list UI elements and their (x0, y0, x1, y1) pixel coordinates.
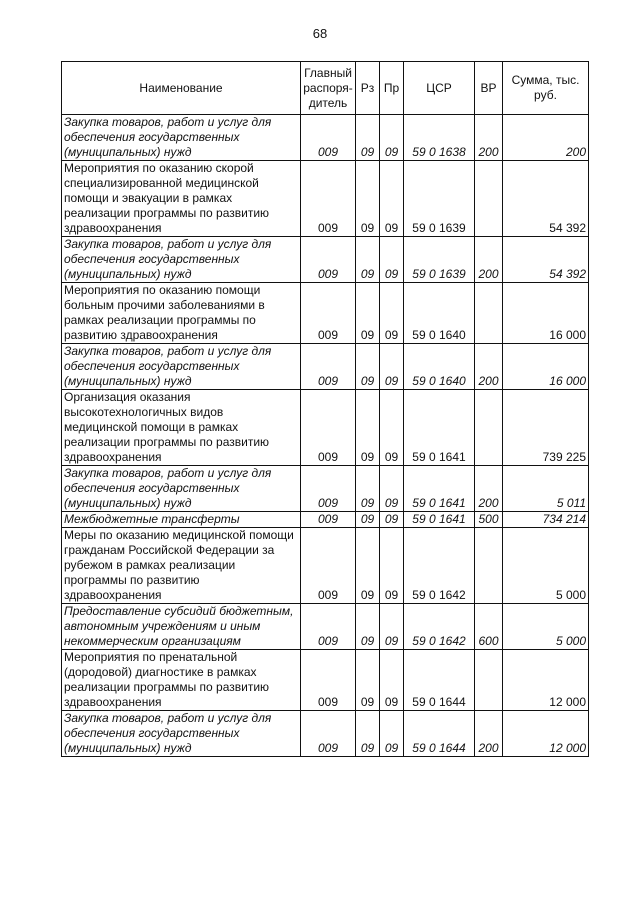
row-chief: 009 (301, 528, 356, 604)
row-sum: 5 000 (503, 528, 589, 604)
table-row (62, 650, 589, 711)
row-csr: 59 0 1644 (404, 711, 475, 757)
row-rz: 09 (356, 344, 380, 390)
row-pr: 09 (380, 512, 404, 528)
row-pr: 09 (380, 604, 404, 650)
row-chief: 009 (301, 466, 356, 512)
row-sum: 54 392 (503, 237, 589, 283)
row-csr: 59 0 1639 (404, 237, 475, 283)
row-name: Закупка товаров, работ и услуг для обеспечения государственных (муниципальных) нужд (62, 237, 301, 283)
row-chief: 009 (301, 161, 356, 237)
row-rz: 09 (356, 466, 380, 512)
row-vr: 200 (475, 711, 503, 757)
row-name: Мероприятия по оказанию помощи больным прочими заболеваниями в рамках реализации программы по развитию здравоохранения (62, 283, 301, 344)
header-name: Наименование (62, 62, 301, 115)
row-pr: 09 (380, 237, 404, 283)
row-chief: 009 (301, 237, 356, 283)
table-row (62, 466, 589, 512)
row-sum: 200 (503, 115, 589, 161)
row-pr: 09 (380, 344, 404, 390)
row-rz: 09 (356, 512, 380, 528)
row-pr: 09 (380, 650, 404, 711)
header-vr: ВР (475, 62, 503, 115)
row-sum: 12 000 (503, 650, 589, 711)
row-sum: 16 000 (503, 283, 589, 344)
header-pr: Пр (380, 62, 404, 115)
row-chief: 009 (301, 390, 356, 466)
row-name: Закупка товаров, работ и услуг для обеспечения государственных (муниципальных) нужд (62, 115, 301, 161)
row-pr: 09 (380, 283, 404, 344)
row-csr: 59 0 1642 (404, 604, 475, 650)
row-chief: 009 (301, 344, 356, 390)
table-row (62, 344, 589, 390)
row-sum: 739 225 (503, 390, 589, 466)
row-pr: 09 (380, 161, 404, 237)
row-name: Закупка товаров, работ и услуг для обеспечения государственных (муниципальных) нужд (62, 711, 301, 757)
row-name: Межбюджетные трансферты (62, 512, 301, 528)
table-row (62, 390, 589, 466)
row-sum: 16 000 (503, 344, 589, 390)
row-chief: 009 (301, 512, 356, 528)
table-row (62, 237, 589, 283)
row-vr (475, 390, 503, 466)
table-row (62, 528, 589, 604)
row-chief: 009 (301, 650, 356, 711)
row-rz: 09 (356, 528, 380, 604)
row-sum: 5 000 (503, 604, 589, 650)
row-rz: 09 (356, 237, 380, 283)
row-csr: 59 0 1642 (404, 528, 475, 604)
row-csr: 59 0 1641 (404, 466, 475, 512)
row-sum: 734 214 (503, 512, 589, 528)
header-csr: ЦСР (404, 62, 475, 115)
row-vr (475, 161, 503, 237)
table-row (62, 512, 589, 528)
row-rz: 09 (356, 711, 380, 757)
row-chief: 009 (301, 711, 356, 757)
row-rz: 09 (356, 115, 380, 161)
table-row (62, 604, 589, 650)
row-chief: 009 (301, 115, 356, 161)
row-pr: 09 (380, 115, 404, 161)
row-name: Мероприятия по оказанию скорой специализированной медицинской помощи и эвакуации в рамках реализации программы по развитию здравоохранения (62, 161, 301, 237)
row-sum: 54 392 (503, 161, 589, 237)
row-pr: 09 (380, 711, 404, 757)
row-pr: 09 (380, 466, 404, 512)
row-vr: 200 (475, 237, 503, 283)
page-number: 68 (312, 26, 328, 41)
row-csr: 59 0 1644 (404, 650, 475, 711)
table-row (62, 115, 589, 161)
row-csr: 59 0 1639 (404, 161, 475, 237)
row-rz: 09 (356, 161, 380, 237)
row-name: Меры по оказанию медицинской помощи гражданам Российской Федерации за рубежом в рамках реализации программы по развитию здравоохранения (62, 528, 301, 604)
row-pr: 09 (380, 390, 404, 466)
row-rz: 09 (356, 604, 380, 650)
budget-table (61, 61, 589, 757)
header-chief: Главный распоря-дитель (301, 62, 356, 115)
row-csr: 59 0 1640 (404, 283, 475, 344)
row-csr: 59 0 1638 (404, 115, 475, 161)
row-rz: 09 (356, 650, 380, 711)
row-vr: 200 (475, 466, 503, 512)
row-name: Закупка товаров, работ и услуг для обеспечения государственных (муниципальных) нужд (62, 344, 301, 390)
row-vr (475, 650, 503, 711)
row-sum: 12 000 (503, 711, 589, 757)
table-row (62, 711, 589, 757)
row-csr: 59 0 1641 (404, 512, 475, 528)
row-vr (475, 528, 503, 604)
header-sum: Сумма, тыс. руб. (503, 62, 589, 115)
row-name: Организация оказания высокотехнологичных видов медицинской помощи в рамках реализации программы по развитию здравоохранения (62, 390, 301, 466)
row-vr: 500 (475, 512, 503, 528)
row-name: Закупка товаров, работ и услуг для обеспечения государственных (муниципальных) нужд (62, 466, 301, 512)
table-header-row (62, 62, 589, 115)
row-vr: 200 (475, 344, 503, 390)
row-name: Мероприятия по пренатальной (дородовой) диагностике в рамках реализации программы по развитию здравоохранения (62, 650, 301, 711)
table-body (62, 115, 589, 757)
row-vr (475, 283, 503, 344)
row-rz: 09 (356, 390, 380, 466)
row-csr: 59 0 1641 (404, 390, 475, 466)
row-chief: 009 (301, 283, 356, 344)
table-row (62, 161, 589, 237)
row-sum: 5 011 (503, 466, 589, 512)
row-pr: 09 (380, 528, 404, 604)
header-rz: Рз (356, 62, 380, 115)
row-rz: 09 (356, 283, 380, 344)
row-vr: 600 (475, 604, 503, 650)
row-csr: 59 0 1640 (404, 344, 475, 390)
table-row (62, 283, 589, 344)
row-vr: 200 (475, 115, 503, 161)
row-chief: 009 (301, 604, 356, 650)
row-name: Предоставление субсидий бюджетным, автономным учреждениям и иным некоммерческим организациям (62, 604, 301, 650)
